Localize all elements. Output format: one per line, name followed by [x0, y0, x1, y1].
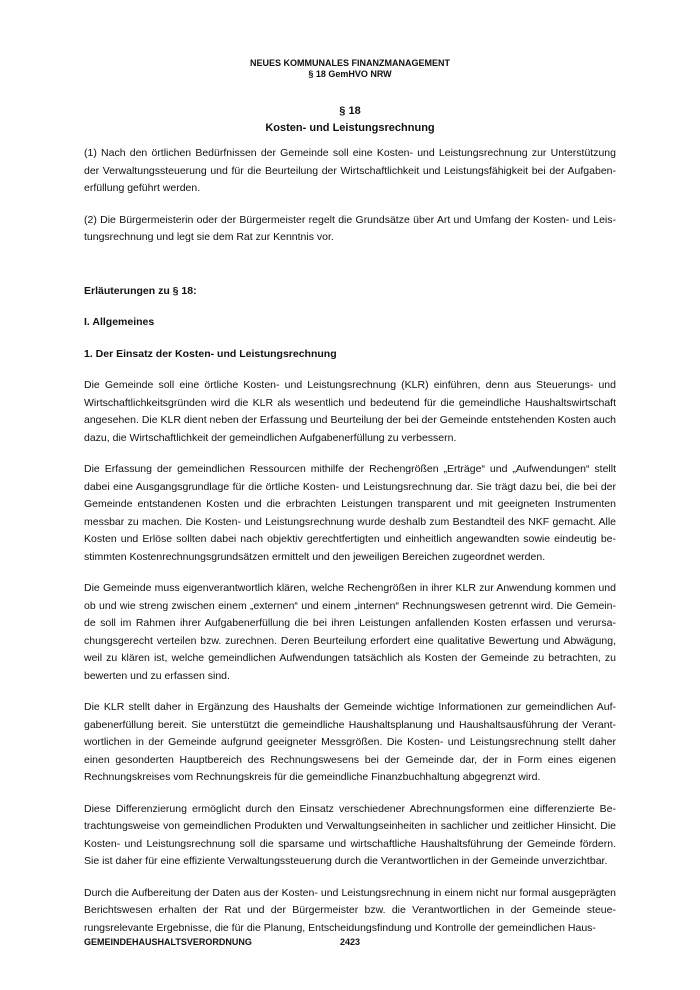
- body-paragraph: Die KLR stellt daher in Ergänzung des Haushalts der Gemeinde wichtige Informationen zur gemeindlichen Aufgabenerfüllung bereit. Sie unterstützt die gemeindliche Haushaltsplanung und Haushaltsausführung der Verantwortlichen in der Gemeinde aufgrund geeigneter Messgrößen. Die Kosten- und Leistungsrechnung stellt daher einen gesonderten Hauptbereich des Rechnungswesens bei der Gemeinde dar, der in Form eines eigenen Rechnungskreises vom Rechnungskreis für die gemeindliche Finanzbuchhaltung abgegrenzt wird.: [84, 701, 616, 783]
- part-heading: I. Allgemeines: [84, 316, 155, 328]
- section-title: Kosten- und Leistungsrechnung: [265, 122, 435, 134]
- law-paragraph-2: (2) Die Bürgermeisterin oder der Bürgermeister regelt die Grundsätze über Art und Umfang der Kosten- und Leistungsrechnung und legt sie dem Rat zur Kenntnis vor.: [84, 213, 616, 243]
- footer-title: GEMEINDEHAUSHALTSVERORDNUNG: [84, 937, 252, 947]
- section-number: § 18: [339, 105, 361, 117]
- body-paragraph: Die Gemeinde soll eine örtliche Kosten- und Leistungsrechnung (KLR) einführen, denn aus Steuerungs- und Wirtschaftlichkeitsgründen wird die KLR als wesentlich und bedeutend für die gemeindliche Haushaltswirtschaft angesehen. Die KLR dient neben der Erfassung und Beurteilung der bei der Gemeinde entstehenden Kosten auch dazu, die Wirtschaftlichkeit der gemeindlichen Aufgabenerfüllung zu verbessern.: [84, 379, 616, 444]
- page-footer: [84, 937, 361, 947]
- explanations-heading: Erläuterungen zu § 18:: [84, 284, 197, 297]
- law-paragraph-1: (1) Nach den örtlichen Bedürfnissen der Gemeinde soll eine Kosten- und Leistungsrechnung zur Unterstützung der Verwaltungssteuerung und für die Beurteilung der Wirtschaftlichkeit und Leistungsfähigkeit bei der Aufgabenerfüllung geführt werden.: [84, 147, 616, 194]
- running-header: [0, 58, 700, 80]
- page-number: 2423: [340, 937, 361, 947]
- body-paragraph: Diese Differenzierung ermöglicht durch den Einsatz verschiedener Abrechnungsformen eine differenzierte Betrachtungsweise von gemeindlichen Produkten und Verwaltungseinheiten in sachlicher und zeitlicher Hinsicht. Die Kosten- und Leistungsrechnung soll die sparsame und wirtschaftliche Haushaltsführung der Gemeinde fördern. Sie ist daher für eine effiziente Verwaltungssteuerung durch die Verantwortlichen in der Gemeinde unverzichtbar.: [84, 802, 616, 867]
- body-content: [84, 145, 616, 937]
- body-paragraph: Durch die Aufbereitung der Daten aus der Kosten- und Leistungsrechnung in einem nicht nur formal ausgeprägten Berichtswesen erhalten der Rat und der Bürgermeister bzw. die Verantwortlichen in der Gemeinde steuerungsrelevante Ergebnisse, die für die Planung, Entscheidungsfindung und Kontrolle der gemeindlichen Haus-: [84, 886, 616, 934]
- section-heading: [0, 103, 700, 137]
- running-header-title: NEUES KOMMUNALES FINANZMANAGEMENT: [250, 58, 450, 68]
- subsection-heading: 1. Der Einsatz der Kosten- und Leistungsrechnung: [84, 347, 337, 360]
- body-paragraph: Die Gemeinde muss eigenverantwortlich klären, welche Rechengrößen in ihrer KLR zur Anwendung kommen und ob und wie streng zwischen einem „externen“ und einem „internen“ Rechnungswesen getrennt wird. Die Gemeinde soll im Rahmen ihrer Aufgabenerfüllung die bei ihren Leistungen anfallenden Kosten erfassen und verursachungsgerecht verteilen bzw. zurechnen. Deren Beurteilung erfordert eine qualitative Bewertung und Abwägung, weil zu klären ist, welche gemeindlichen Aufwendungen tatsächlich als Kosten der Gemeinde zu betrachten, zu bewerten und zu erfassen sind.: [84, 582, 616, 682]
- running-header-section: § 18 GemHVO NRW: [308, 69, 392, 79]
- body-paragraph: Die Erfassung der gemeindlichen Ressourcen mithilfe der Rechengrößen „Erträge“ und „Aufwendungen“ stellt dabei eine Ausgangsgrundlage für die örtliche Kosten- und Leistungsrechnung dar. Sie trägt dazu bei, die bei der Gemeinde entstandenen Kosten und die erbrachten Leistungen transparent und mit geeigneten Instrumenten messbar zu machen. Die Kosten- und Leistungsrechnung wurde deshalb zum Bestandteil des NKF gemacht. Alle Kosten und Erlöse sollten dabei nach objektiv gerechtfertigten und einheitlich angewandten sowie eindeutig bestimmten Kostenrechnungsgrundsätzen ermittelt und den jeweiligen Bereichen zugeordnet werden.: [84, 463, 616, 563]
